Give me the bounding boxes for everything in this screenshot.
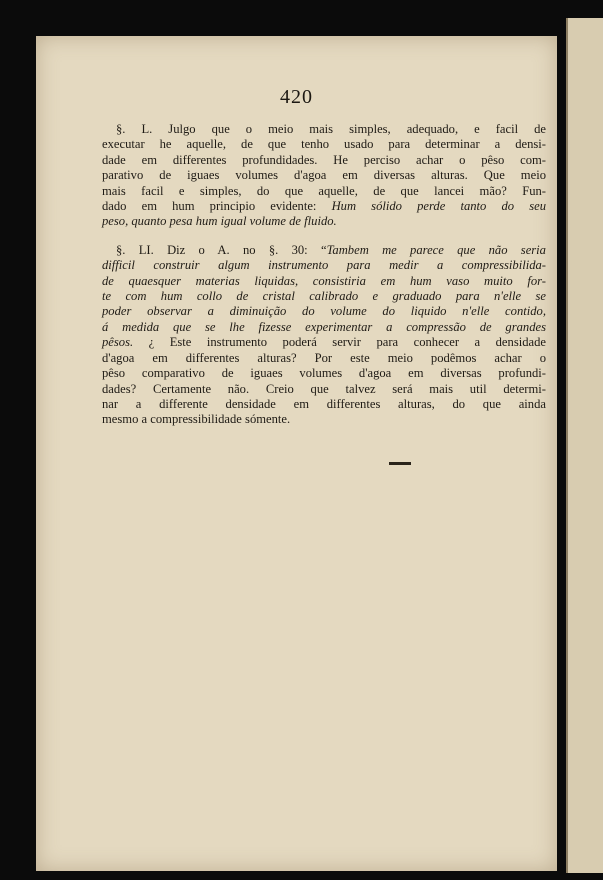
text-run: nar a differente densidade em differentes alturas, do que ainda — [102, 396, 546, 411]
text-line — [102, 320, 546, 335]
text-line — [102, 351, 546, 366]
text-run: pêso comparativo de iguaes volumes d'agoa em diversas profundi- — [102, 366, 546, 381]
italic-quote-run: peso, quanto pesa hum igual volume de fluido. — [102, 214, 337, 229]
text-run: parativo de iguaes volumes d'agoa em diversas alturas. Que meio — [102, 168, 546, 183]
text-line — [102, 137, 546, 152]
text-line — [102, 335, 546, 350]
text-line — [102, 274, 546, 289]
italic-quote-run: á medida que se lhe fizesse experimentar a compressão de grandes — [102, 319, 546, 334]
paragraph-section-li — [102, 243, 546, 428]
text-run: dado em hum principio evidente: — [102, 199, 332, 214]
italic-quote-run: te com hum collo de cristal calibrado e graduado para n'elle se — [102, 289, 546, 304]
text-line — [102, 214, 546, 229]
text-line — [102, 382, 546, 397]
text-line — [102, 366, 546, 381]
italic-quote-run: de quaesquer materias liquidas, consistiria em hum vaso muito for- — [102, 273, 546, 288]
text-line — [102, 258, 546, 273]
italic-quote-run: Hum sólido perde tanto do seu — [331, 199, 546, 214]
text-line — [102, 122, 546, 137]
paragraph-section-l — [102, 122, 546, 230]
text-run: dade em differentes profundidades. He perciso achar o pêso com- — [102, 152, 546, 167]
text-line — [102, 397, 546, 412]
text-run: dades? Certamente não. Creio que talvez será mais util determi- — [102, 381, 546, 396]
italic-quote-run: pêsos. — [102, 335, 134, 350]
italic-quote-run: difficil construir algum instrumento para medir a compressibilida- — [102, 258, 546, 273]
page-body-text — [102, 122, 546, 428]
text-line — [102, 289, 546, 304]
text-line — [102, 184, 546, 199]
text-line — [102, 304, 546, 319]
text-line — [102, 153, 546, 168]
text-run: mais facil e simples, do que aquelle, de que lancei mão? Fun- — [102, 183, 546, 198]
text-line — [102, 199, 546, 214]
italic-quote-run: Tambem me parece que não seria — [326, 242, 546, 257]
text-run: ¿ Este instrumento poderá servir para conhecer a densidade — [133, 335, 546, 350]
text-run: mesmo a compressibilidade sómente. — [102, 412, 291, 427]
text-run: §. LI. Diz o A. no §. 30: “ — [116, 242, 327, 257]
text-run: d'agoa em differentes alturas? Por este meio podêmos achar o — [102, 350, 546, 365]
italic-quote-run: poder observar a diminuição do volume do liquido n'elle contido, — [102, 304, 546, 319]
adjacent-page-edge — [566, 18, 603, 873]
text-line — [102, 412, 546, 427]
page-number: 420 — [280, 86, 313, 108]
text-line — [102, 168, 546, 183]
section-divider-ornament — [389, 462, 411, 465]
text-run: executar he aquelle, de que tenho usado para determinar a densi- — [102, 137, 546, 152]
text-line — [102, 243, 546, 258]
text-run: §. L. Julgo que o meio mais simples, adequado, e facil de — [116, 122, 546, 136]
